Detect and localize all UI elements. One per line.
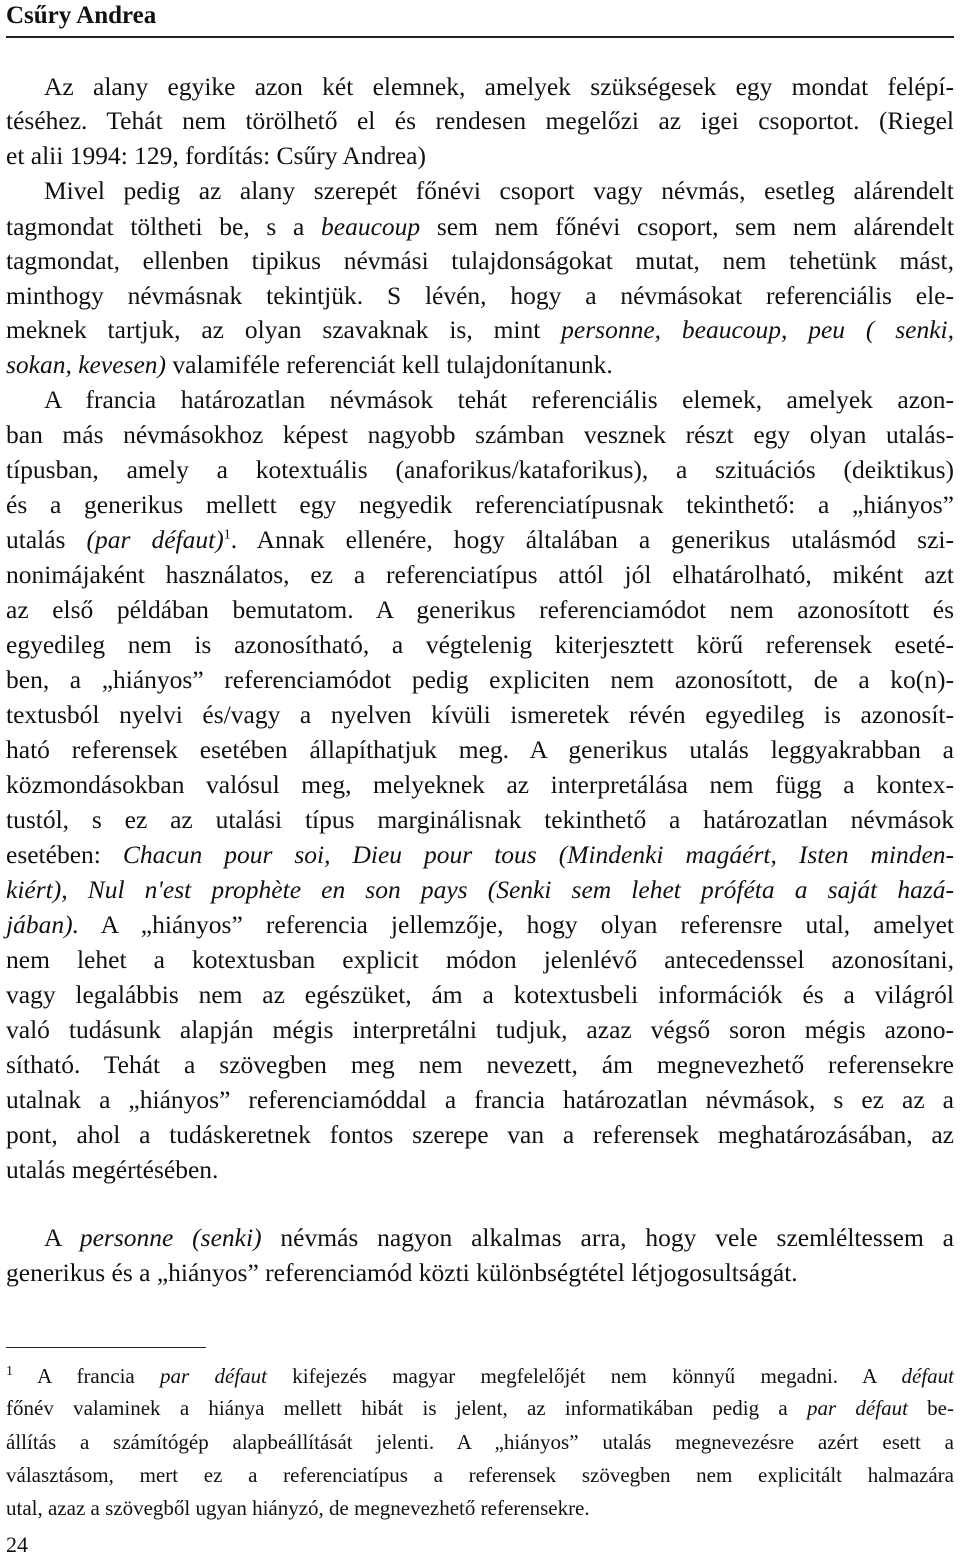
body-line: vagy legalábbis nem az egészüket, ám a kotextusbeli információk és a világról: [6, 980, 954, 1009]
footnote-line: választásom, mert ez a referenciatípus a referensek szövegben nem explicitált halmazára: [6, 1463, 954, 1487]
body-line: közmondásokban valósul meg, melyeknek az interpretálása nem függ a kontex-: [6, 770, 954, 799]
body-line: nonimájaként használatos, ez a referenciatípus attól jól elhatárolható, miként azt: [6, 560, 954, 589]
body-line: ható referensek esetében állapíthatjuk meg. A generikus utalás leggyakrabban a: [6, 735, 954, 764]
body-line: jában). A „hiányos” referencia jellemzője, hogy olyan referensre utal, amelyet: [6, 910, 954, 939]
body-line: esetében: Chacun pour soi, Dieu pour tous (Mindenki magáért, Isten minden-: [6, 840, 954, 869]
body-line: egyedileg nem is azonosítható, a végtelenig kiterjesztett körű referensek eseté-: [6, 630, 954, 659]
body-line: sokan, kevesen) valamiféle referenciát kell tulajdonítanunk.: [6, 350, 613, 379]
body-line: ben, a „hiányos” referenciamódot pedig expliciten nem azonosított, de a ko(n)-: [6, 665, 954, 694]
header-author: Csűry Andrea: [6, 2, 157, 29]
body-line: és a generikus mellett egy negyedik referenciatípusnak tekinthető: a „hiányos”: [6, 490, 954, 519]
body-line: A personne (senki) névmás nagyon alkalmas arra, hogy vele szemléltessem a: [44, 1223, 954, 1252]
page-number: 24: [6, 1532, 28, 1557]
footnote-number: 1: [6, 1364, 13, 1379]
body-line: típusban, amely a kotextuális (anaforikus/kataforikus), a szituációs (deiktikus): [6, 455, 954, 484]
body-line: tagmondat töltheti be, s a beaucoup sem nem főnévi csoport, sem nem alárendelt: [6, 212, 954, 241]
footnote-ref: 1: [223, 527, 231, 543]
body-line: generikus és a „hiányos” referenciamód közti különbségtétel létjogosultságát.: [6, 1258, 798, 1287]
body-line: meknek tartjuk, az olyan szavaknak is, mint personne, beaucoup, peu ( senki,: [6, 315, 954, 344]
body-line: minthogy névmásnak tekintjük. S lévén, hogy a névmásokat referenciális ele-: [6, 281, 954, 310]
footnote-line: állítás a számítógép alapbeállítását jelenti. A „hiányos” utalás megnevezésre azért esett a: [6, 1430, 954, 1454]
body-line: et alii 1994: 129, fordítás: Csűry Andrea): [6, 141, 426, 170]
running-header: [6, 0, 954, 38]
footnote-separator: [6, 1347, 206, 1348]
body-line: utalás megértésében.: [6, 1155, 219, 1184]
body-line: utalás (par défaut)$^1$. Annak ellenére, hogy általában a generikus utalásmód szi-: [6, 525, 954, 554]
body-line: Mivel pedig az alany szerepét főnévi csoport vagy névmás, esetleg alárendelt: [44, 176, 954, 205]
body-line: az első példában bemutatom. A generikus referenciamódot nem azonosított és: [6, 595, 954, 624]
body-line: pont, ahol a tudáskeretnek fontos szerepe van a referensek meghatározásában, az: [6, 1120, 954, 1149]
body-line: tustól, s ez az utalási típus marginálisnak tekinthető a határozatlan névmások: [6, 805, 954, 834]
footnote-line: utal, azaz a szövegből ugyan hiányzó, de megnevezhető referensekre.: [6, 1496, 590, 1520]
body-line: ban más névmásokhoz képest nagyobb számban vesznek részt egy olyan utalás-: [6, 420, 954, 449]
body-line: téséhez. Tehát nem törölhető el és rendesen megelőzi az igei csoportot. (Riegel: [6, 106, 954, 135]
footnote-line: $^1$ A francia par défaut kifejezés magyar megfelelőjét nem könnyű megadni. A défaut: [6, 1364, 954, 1388]
body-line: sítható. Tehát a szövegben meg nem nevezett, ám megnevezhető referensekre: [6, 1050, 954, 1079]
body-line: való tudásunk alapján mégis interpretálni tudjuk, azaz végső soron mégis azono-: [6, 1015, 954, 1044]
body-line: A francia határozatlan névmások tehát referenciális elemek, amelyek azon-: [44, 385, 954, 414]
footnote-line: főnév valaminek a hiánya mellett hibát is jelent, az informatikában pedig a par défaut be-: [6, 1396, 954, 1420]
body-line: kiért), Nul n'est prophète en son pays (Senki sem lehet próféta a saját hazá-: [6, 875, 954, 904]
body-line: nem lehet a kotextusban explicit módon jelenlévő antecedenssel azonosítani,: [6, 945, 954, 974]
body-line: Az alany egyike azon két elemnek, amelyek szükségesek egy mondat felépí-: [44, 72, 954, 101]
body-line: tagmondat, ellenben tipikus névmási tulajdonságokat mutat, nem tehetünk mást,: [6, 246, 954, 275]
body-line: textusból nyelvi és/vagy a nyelven kívüli ismeretek révén egyedileg is azonosít-: [6, 700, 954, 729]
body-line: utalnak a „hiányos” referenciamóddal a francia határozatlan névmások, s ez az a: [6, 1085, 954, 1114]
